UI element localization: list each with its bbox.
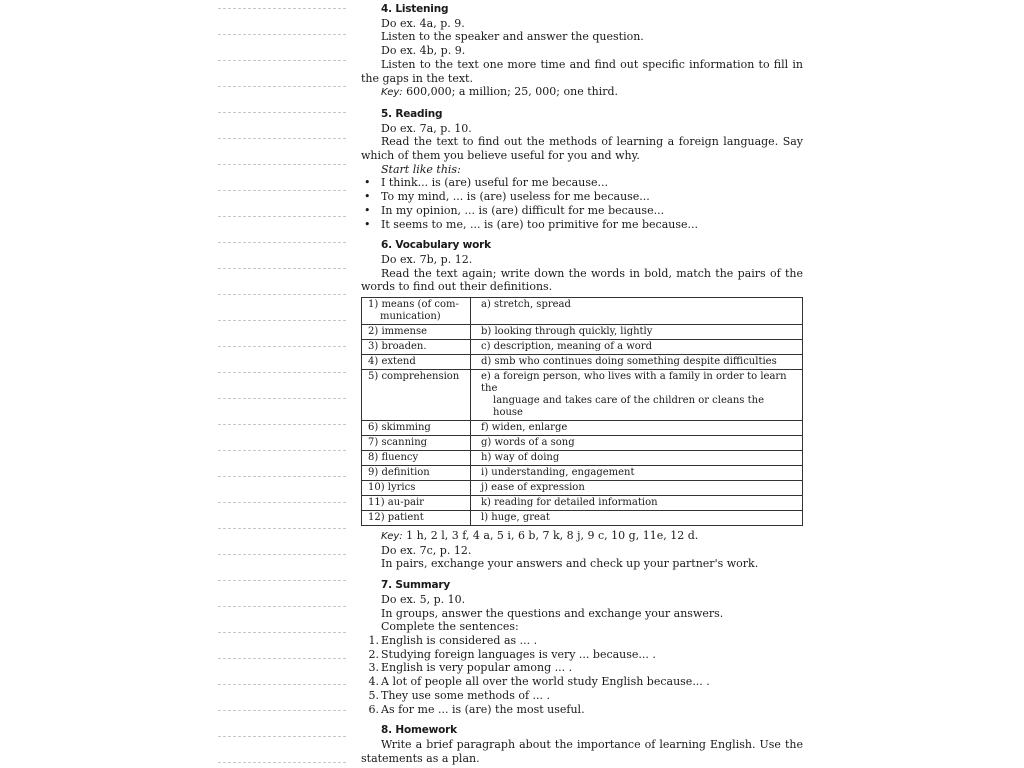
instruction-line: Do ex. 5, p. 10.	[381, 592, 466, 606]
definition-text: g) words of a song	[481, 437, 575, 449]
margin-rule	[218, 528, 346, 529]
term-text: 8) fluency	[368, 452, 419, 464]
margin-rule	[218, 684, 346, 685]
margin-rule	[218, 164, 346, 165]
list-item: • I think... is (are) useful for me because...	[361, 176, 803, 190]
margin-rule	[218, 346, 346, 347]
definition-text: a) stretch, spread	[481, 299, 571, 311]
table-cell-term	[362, 325, 471, 340]
table-row	[362, 421, 803, 436]
definition-text: b) looking through quickly, lightly	[481, 326, 653, 338]
definition-text: l) huge, great	[481, 512, 550, 524]
section-heading-listening: 4. Listening	[381, 3, 449, 15]
section-heading-reading: 5. Reading	[381, 107, 443, 120]
definition-text: c) description, meaning of a word	[481, 341, 652, 353]
table-row	[362, 325, 803, 340]
instruction-line: In groups, answer the questions and exchange your answers.	[381, 606, 724, 620]
list-item	[361, 648, 803, 662]
instruction-line: Do ex. 7b, p. 12.	[381, 252, 473, 266]
definition-text: e) a foreign person, who lives with a family in order to learn the	[481, 371, 787, 395]
table-cell-term	[362, 451, 471, 466]
margin-rule	[218, 242, 346, 243]
table-cell-definition	[471, 466, 803, 481]
term-text: 9) definition	[368, 467, 430, 479]
term-text: 6) skimming	[368, 422, 431, 434]
instruction-line: Listen to the speaker and answer the question.	[381, 30, 644, 44]
margin-rule	[218, 190, 346, 191]
term-text: 2) immense	[368, 326, 428, 338]
margin-rule	[218, 60, 346, 61]
table-row	[362, 511, 803, 526]
list-item	[361, 634, 803, 648]
margin-rule	[218, 8, 346, 9]
section-heading-vocabulary: 6. Vocabulary work	[381, 239, 491, 252]
table-cell-term	[362, 370, 471, 421]
margin-rule	[218, 398, 346, 399]
vocabulary-table	[361, 297, 803, 526]
item-text: Studying foreign languages is very ... because... .	[381, 647, 656, 661]
table-row	[362, 298, 803, 325]
table-row	[362, 481, 803, 496]
table-cell-term	[362, 481, 471, 496]
key-text: 1 h, 2 l, 3 f, 4 a, 5 i, 6 b, 7 k, 8 j, 9 c, 10 g, 11e, 12 d.	[406, 529, 699, 543]
term-text-continued: munication)	[380, 311, 441, 323]
ruled-margin	[218, 0, 350, 768]
table-row	[362, 466, 803, 481]
definition-text-continued: language and takes care of the children or cleans the house	[493, 395, 764, 419]
instruction-paragraph: Write a brief paragraph about the importance of learning English. Use the statements as a plan.	[361, 737, 803, 765]
list-item: • To my mind, ... is (are) useless for me because...	[361, 190, 803, 204]
list-item	[361, 689, 803, 703]
table-cell-definition	[471, 481, 803, 496]
list-item	[361, 675, 803, 689]
margin-rule	[218, 736, 346, 737]
table-row	[362, 340, 803, 355]
instruction-line: Do ex. 7a, p. 10.	[381, 121, 472, 135]
start-like-label: Start like this:	[381, 162, 461, 176]
term-text: 4) extend	[368, 356, 416, 368]
definition-text: j) ease of expression	[481, 482, 585, 494]
table-cell-term	[362, 511, 471, 526]
margin-rule	[218, 216, 346, 217]
table-cell-definition	[471, 436, 803, 451]
margin-rule	[218, 86, 346, 87]
table-cell-definition	[471, 325, 803, 340]
term-text: 5) comprehension	[368, 371, 460, 383]
margin-rule	[218, 34, 346, 35]
margin-rule	[218, 762, 346, 763]
table-cell-definition	[471, 421, 803, 436]
instruction-paragraph: Read the text again; write down the words in bold, match the pairs of the words to find out their definitions.	[361, 266, 803, 294]
definition-text: i) understanding, engagement	[481, 467, 635, 479]
item-number: 3.	[368, 661, 379, 675]
term-text: 3) broaden.	[368, 341, 427, 353]
list-item	[361, 661, 803, 675]
margin-rule	[218, 424, 346, 425]
table-cell-definition	[471, 451, 803, 466]
definition-text: k) reading for detailed information	[481, 497, 658, 509]
item-text: They use some methods of ... .	[381, 688, 551, 702]
table-row	[362, 370, 803, 421]
term-text: 1) means (of com-	[368, 299, 459, 311]
item-number: 5.	[368, 688, 379, 702]
section-heading-summary: 7. Summary	[381, 579, 450, 592]
table-row	[362, 355, 803, 370]
margin-rule	[218, 476, 346, 477]
bullet-list	[361, 176, 803, 231]
term-text: 7) scanning	[368, 437, 428, 449]
instruction-line: Do ex. 4b, p. 9.	[381, 44, 466, 58]
table-cell-definition	[471, 340, 803, 355]
item-text: As for me ... is (are) the most useful.	[381, 702, 585, 716]
table-cell-term	[362, 340, 471, 355]
table-row	[362, 451, 803, 466]
item-number: 6.	[368, 702, 379, 716]
table-cell-term	[362, 436, 471, 451]
table-cell-term	[362, 496, 471, 511]
table-cell-definition	[471, 298, 803, 325]
definition-text: h) way of doing	[481, 452, 560, 464]
table-cell-term	[362, 355, 471, 370]
item-number: 4.	[368, 675, 379, 689]
section-heading-homework: 8. Homework	[381, 724, 457, 737]
table-row	[362, 496, 803, 511]
document-page	[361, 3, 803, 765]
margin-rule	[218, 606, 346, 607]
margin-rule	[218, 580, 346, 581]
table-cell-term	[362, 421, 471, 436]
instruction-line: Complete the sentences:	[381, 620, 519, 634]
margin-rule	[218, 554, 346, 555]
margin-rule	[218, 320, 346, 321]
margin-rule	[218, 658, 346, 659]
definition-text: f) widen, enlarge	[481, 422, 568, 434]
table-row	[362, 436, 803, 451]
term-text: 12) patient	[368, 512, 424, 524]
table-cell-definition	[471, 355, 803, 370]
answer-key	[361, 85, 803, 100]
table-cell-term	[362, 298, 471, 325]
list-item: • It seems to me, ... is (are) too primitive for me because...	[361, 218, 803, 232]
margin-rule	[218, 502, 346, 503]
item-text: English is considered as ... .	[381, 633, 538, 647]
item-text: English is very popular among ... .	[381, 661, 573, 675]
margin-rule	[218, 268, 346, 269]
list-item: • In my opinion, ... is (are) difficult for me because...	[361, 204, 803, 218]
numbered-list	[361, 634, 803, 716]
answer-key	[361, 529, 803, 544]
margin-rule	[218, 710, 346, 711]
item-text: A lot of people all over the world study English because... .	[381, 675, 710, 689]
term-text: 11) au-pair	[368, 497, 424, 509]
key-text: 600,000; a million; 25, 000; one third.	[406, 85, 619, 99]
key-label: Key:	[381, 531, 403, 543]
table-cell-definition	[471, 511, 803, 526]
margin-rule	[218, 112, 346, 113]
table-cell-definition	[471, 370, 803, 421]
instruction-paragraph: Listen to the text one more time and find out specific information to fill in the gaps in the text.	[361, 57, 803, 85]
instruction-paragraph: Read the text to find out the methods of learning a foreign language. Say which of them you believe useful for you and why.	[361, 135, 803, 163]
table-cell-definition	[471, 496, 803, 511]
margin-rule	[218, 450, 346, 451]
margin-rule	[218, 632, 346, 633]
item-number: 1.	[368, 633, 379, 647]
key-label: Key:	[381, 87, 403, 99]
list-item	[361, 703, 803, 717]
definition-text: d) smb who continues doing something despite difficulties	[481, 356, 777, 368]
margin-rule	[218, 294, 346, 295]
table-cell-term	[362, 466, 471, 481]
item-number: 2.	[368, 647, 379, 661]
margin-rule	[218, 372, 346, 373]
instruction-line: Do ex. 4a, p. 9.	[381, 16, 465, 30]
instruction-line: Do ex. 7c, p. 12.	[381, 543, 472, 557]
term-text: 10) lyrics	[368, 482, 416, 494]
margin-rule	[218, 138, 346, 139]
instruction-line: In pairs, exchange your answers and check up your partner's work.	[381, 557, 759, 571]
